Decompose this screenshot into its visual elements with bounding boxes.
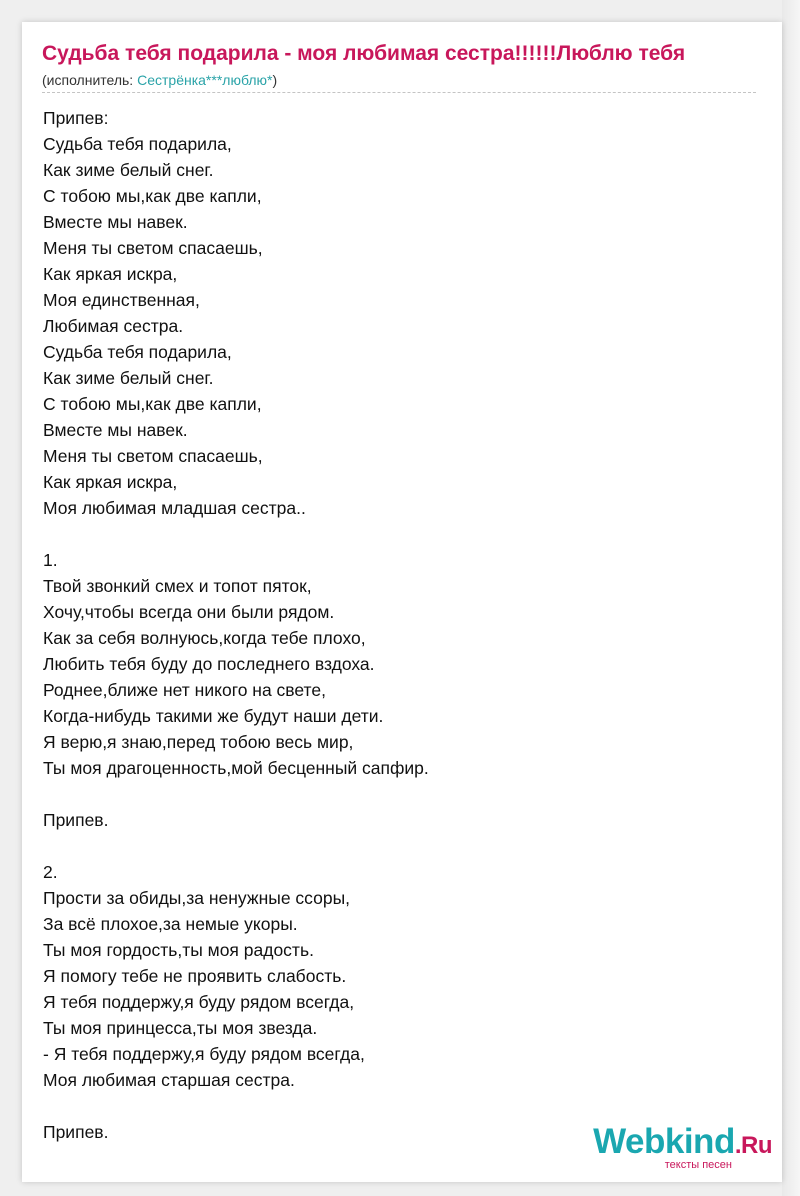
lyric-line: Как яркая искра, [43,472,178,492]
logo-tagline: тексты песен [664,1159,732,1171]
blank-line [43,833,763,859]
lyrics-text [43,105,763,1145]
blank-line [43,1093,763,1119]
lyric-line: Роднее,ближе нет никого на свете, [43,680,326,700]
lyric-line: Ты моя драгоценность,мой бесценный сапфир. [43,758,429,778]
blank-line [43,781,763,807]
lyric-line: С тобою мы,как две капли, [43,394,262,414]
lyric-line: Ты моя принцесса,ты моя звезда. [43,1018,318,1038]
song-header [42,40,762,90]
page-edge-shadow [782,0,800,1196]
lyric-line: Судьба тебя подарила, [43,342,232,362]
lyric-line: Когда-нибудь такими же будут наши дети. [43,706,384,726]
lyric-line: Я тебя поддержу,я буду рядом всегда, [43,992,355,1012]
webkind-logo[interactable] [593,1124,772,1170]
lyric-line: Меня ты светом спасаешь, [43,238,263,258]
lyric-line: Твой звонкий смех и топот пяток, [43,576,312,596]
artist-line [42,70,762,90]
song-title: Судьба тебя подарила - моя любимая сестра!!!!!!Люблю тебя [42,42,686,65]
lyric-line: Я помогу тебе не проявить слабость. [43,966,347,986]
lyric-line: Как за себя волнуюсь,когда тебе плохо, [43,628,366,648]
lyric-line: Припев: [43,108,109,128]
lyric-line: Вместе мы навек. [43,420,188,440]
lyric-line: Припев. [43,1122,109,1142]
lyric-line: За всё плохое,за немые укоры. [43,914,298,934]
lyric-line: Меня ты светом спасаешь, [43,446,263,466]
lyric-line: 2. [43,862,58,882]
logo-tld: .Ru [734,1132,772,1159]
header-divider [42,92,756,93]
lyric-line: Судьба тебя подарила, [43,134,232,154]
lyric-line: Любимая сестра. [43,316,184,336]
artist-link[interactable]: Сестрёнка***люблю* [137,72,273,88]
lyric-line: Моя любимая старшая сестра. [43,1070,295,1090]
lyric-line: С тобою мы,как две капли, [43,186,262,206]
artist-suffix: ) [272,72,278,88]
lyric-line: Любить тебя буду до последнего вздоха. [43,654,375,674]
lyric-line: Как зиме белый снег. [43,368,214,388]
lyric-line: Моя единственная, [43,290,200,310]
lyric-line: Хочу,чтобы всегда они были рядом. [43,602,335,622]
lyric-line: Припев. [43,810,109,830]
lyric-line: Как яркая искра, [43,264,178,284]
lyric-line: - Я тебя поддержу,я буду рядом всегда, [43,1044,365,1064]
lyric-line: 1. [43,550,58,570]
lyric-line: Вместе мы навек. [43,212,188,232]
lyric-line: Прости за обиды,за ненужные ссоры, [43,888,351,908]
artist-prefix: (исполнитель: [42,72,138,88]
lyric-line: Я верю,я знаю,перед тобою весь мир, [43,732,354,752]
logo-wordmark [593,1124,772,1164]
lyric-line: Как зиме белый снег. [43,160,214,180]
logo-main-text: Webkind [593,1122,735,1161]
blank-line [43,521,763,547]
lyric-line: Ты моя гордость,ты моя радость. [43,940,314,960]
lyric-line: Моя любимая младшая сестра.. [43,498,306,518]
lyrics-sheet [22,22,782,1182]
